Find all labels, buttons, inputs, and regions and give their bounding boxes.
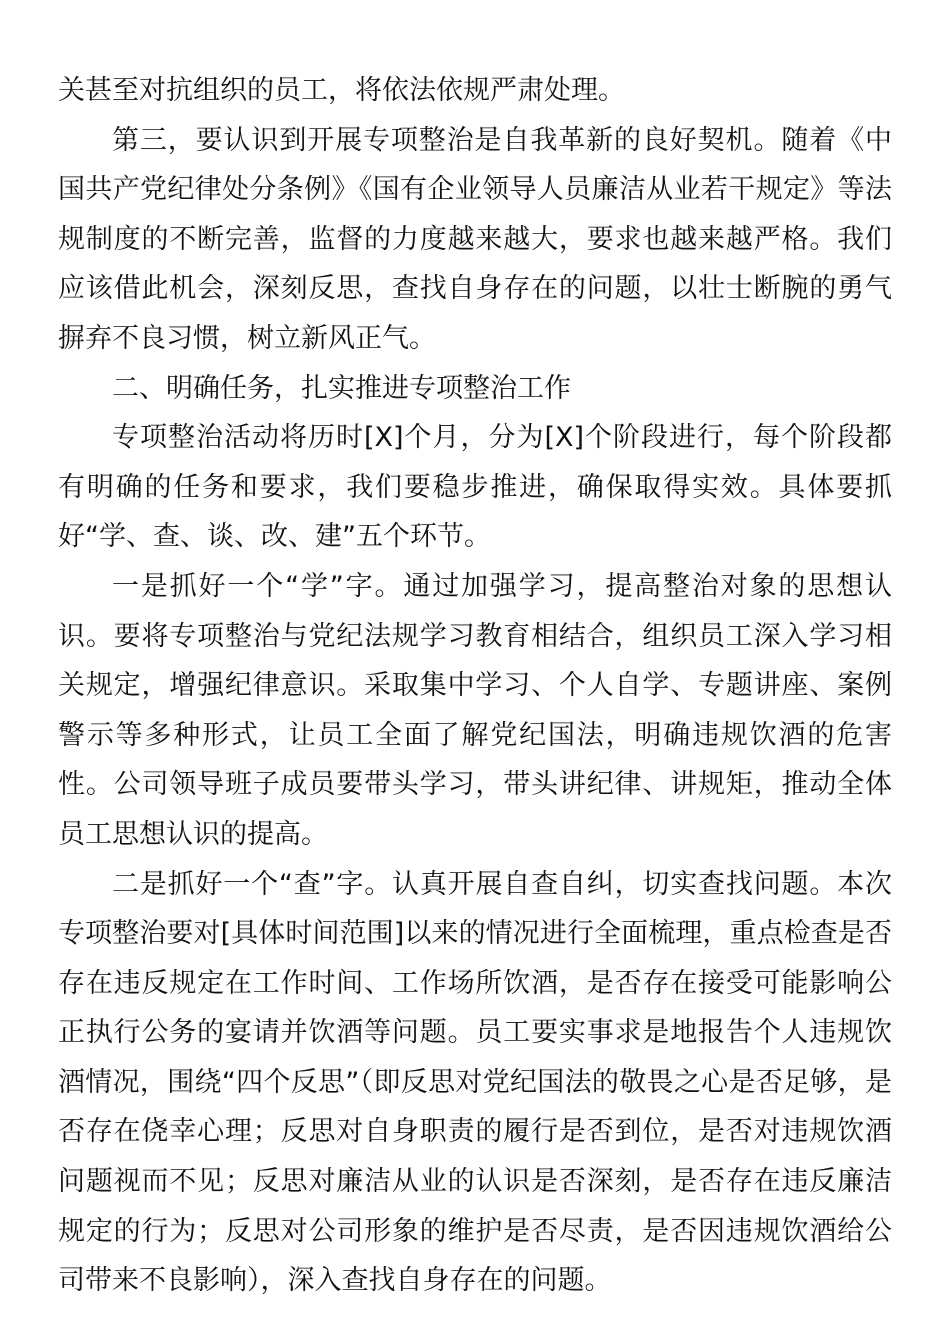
paragraph-inspect: 二是抓好一个“查”字。认真开展自查自纠，切实查找问题。本次专项整治要对[具体时间范围]以来的情况进行全面梳理，重点检查是否存在违反规定在工作时间、工作场所饮酒，是否存在接受可能影响公正执行公务的宴请并饮酒等问题。员工要实事求是地报告个人违规饮酒情况，围绕“四个反思”（即反思对党纪国法的敬畏之心是否足够，是否存在侥幸心理；反思对自身职责的履行是否到位，是否对违规饮酒问题视而不见；反思对廉洁从业的认识是否深刻，是否存在违反廉洁规定的行为；反思对公司形象的维护是否尽责，是否因违规饮酒给公司带来不良影响），深入查找自身存在的问题。 — [58, 868, 892, 1297]
paragraph-tasks-intro: 专项整治活动将历时[X]个月，分为[X]个阶段进行，每个阶段都有明确的任务和要求，我们要稳步推进，确保取得实效。具体要抓好“学、查、谈、改、建”五个环节。 — [58, 422, 892, 553]
paragraph-third-point: 第三，要认识到开展专项整治是自我革新的良好契机。随着《中国共产党纪律处分条例》《国有企业领导人员廉洁从业若干规定》等法规制度的不断完善，监督的力度越来越大，要求也越来越严格。我们应该借此机会，深刻反思，查找自身存在的问题，以壮士断腕的勇气摒弃不良习惯，树立新风正气。 — [58, 124, 892, 354]
paragraph-study: 一是抓好一个“学”字。通过加强学习，提高整治对象的思想认识。要将专项整治与党纪法规学习教育相结合，组织员工深入学习相关规定，增强纪律意识。采取集中学习、个人自学、专题讲座、案例警示等多种形式，让员工全面了解党纪国法，明确违规饮酒的危害性。公司领导班子成员要带头学习，带头讲纪律、讲规矩，推动全体员工思想认识的提高。 — [58, 570, 892, 850]
document-page — [58, 66, 892, 1306]
section-heading: 二、明确任务，扎实推进专项整治工作 — [112, 372, 571, 404]
paragraph-continuation: 关甚至对抗组织的员工，将依法依规严肃处理。 — [58, 75, 625, 106]
